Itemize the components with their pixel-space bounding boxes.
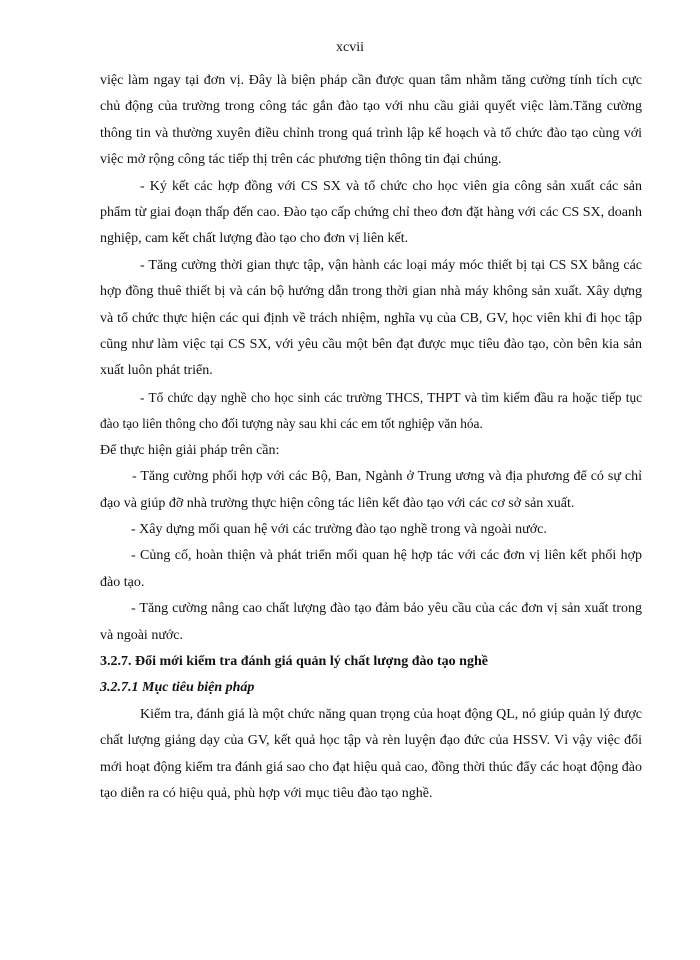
paragraph-requirements-intro: Để thực hiện giải pháp trên cần: [100,442,280,458]
list-item: - Củng cố, hoàn thiện và phát triển mối quan hệ hợp tác với các đơn vị liên kết phối hợp đào tạo. [100,548,642,590]
paragraph-intro: việc làm ngay tại đơn vị. Đây là biện pháp cần được quan tâm nhằm tăng cường tính tích cực chủ động của trường trong công tác gắn đào tạo với nhu cầu giải quyết việc làm.Tăng cường thông tin và thường xuyên điều chỉnh trong quá trình lập kế hoạch và tổ chức đào tạo cùng với việc mở rộng công tác tiếp thị trên các phương tiện thông tin đại chúng. [100,73,642,168]
paragraph-contract: - Ký kết các hợp đồng với CS SX và tổ chức cho học viên gia công sản xuất các sản phẩm từ giai đoạn thấp đến cao. Đào tạo cấp chứng chỉ theo đơn đặt hàng với các CS SX, doanh nghiệp, cam kết chất lượng đào tạo cho đơn vị liên kết. [100,178,642,247]
section-heading: 3.2.7. Đổi mới kiểm tra đánh giá quản lý chất lượng đào tạo nghề [100,653,488,669]
paragraph-objective: Kiểm tra, đánh giá là một chức năng quan trọng của hoạt động QL, nó giúp quản lý được chất lượng giảng dạy của GV, kết quả học tập và rèn luyện đạo đức của HSSV. Vì vậy việc đổi mới hoạt động kiểm tra đánh giá sao cho đạt hiệu quả cao, đồng thời thúc đẩy các hoạt động đào tạo diễn ra có hiệu quả, phù hợp với mục tiêu đào tạo nghề. [100,706,642,801]
paragraph-vocational: - Tổ chức dạy nghề cho học sinh các trường THCS, THPT và tìm kiếm đầu ra hoặc tiếp tục đào tạo liên thông cho đối tượng này sau khi các em tốt nghiệp văn hóa. [100,389,642,432]
page-number: xcvii [336,40,364,55]
document-body [100,68,642,807]
paragraph-internship: - Tăng cường thời gian thực tập, vận hành các loại máy móc thiết bị tại CS SX bằng các hợp đồng thuê thiết bị và cán bộ hướng dẫn trong thời gian nhà máy không sản xuất. Xây dựng và tổ chức thực hiện các qui định về trách nhiệm, nghĩa vụ của CB, GV, học viên khi đi học tập cũng như làm việc tại CS SX, với yêu cầu một bên đạt được mục tiêu đào tạo, còn bên kia sản xuất luôn phát triển. [100,257,642,379]
list-item: - Tăng cường phối hợp với các Bộ, Ban, Ngành ở Trung ương và địa phương để có sự chỉ đạo và giúp đỡ nhà trường thực hiện công tác liên kết đào tạo với các cơ sở sản xuất. [100,469,642,511]
list-item: - Xây dựng mối quan hệ với các trường đào tạo nghề trong và ngoài nước. [131,521,547,537]
list-item: - Tăng cường nâng cao chất lượng đào tạo đảm bảo yêu cầu của các đơn vị sản xuất trong và ngoài nước. [100,601,642,643]
subsection-heading: 3.2.7.1 Mục tiêu biện pháp [100,680,255,696]
